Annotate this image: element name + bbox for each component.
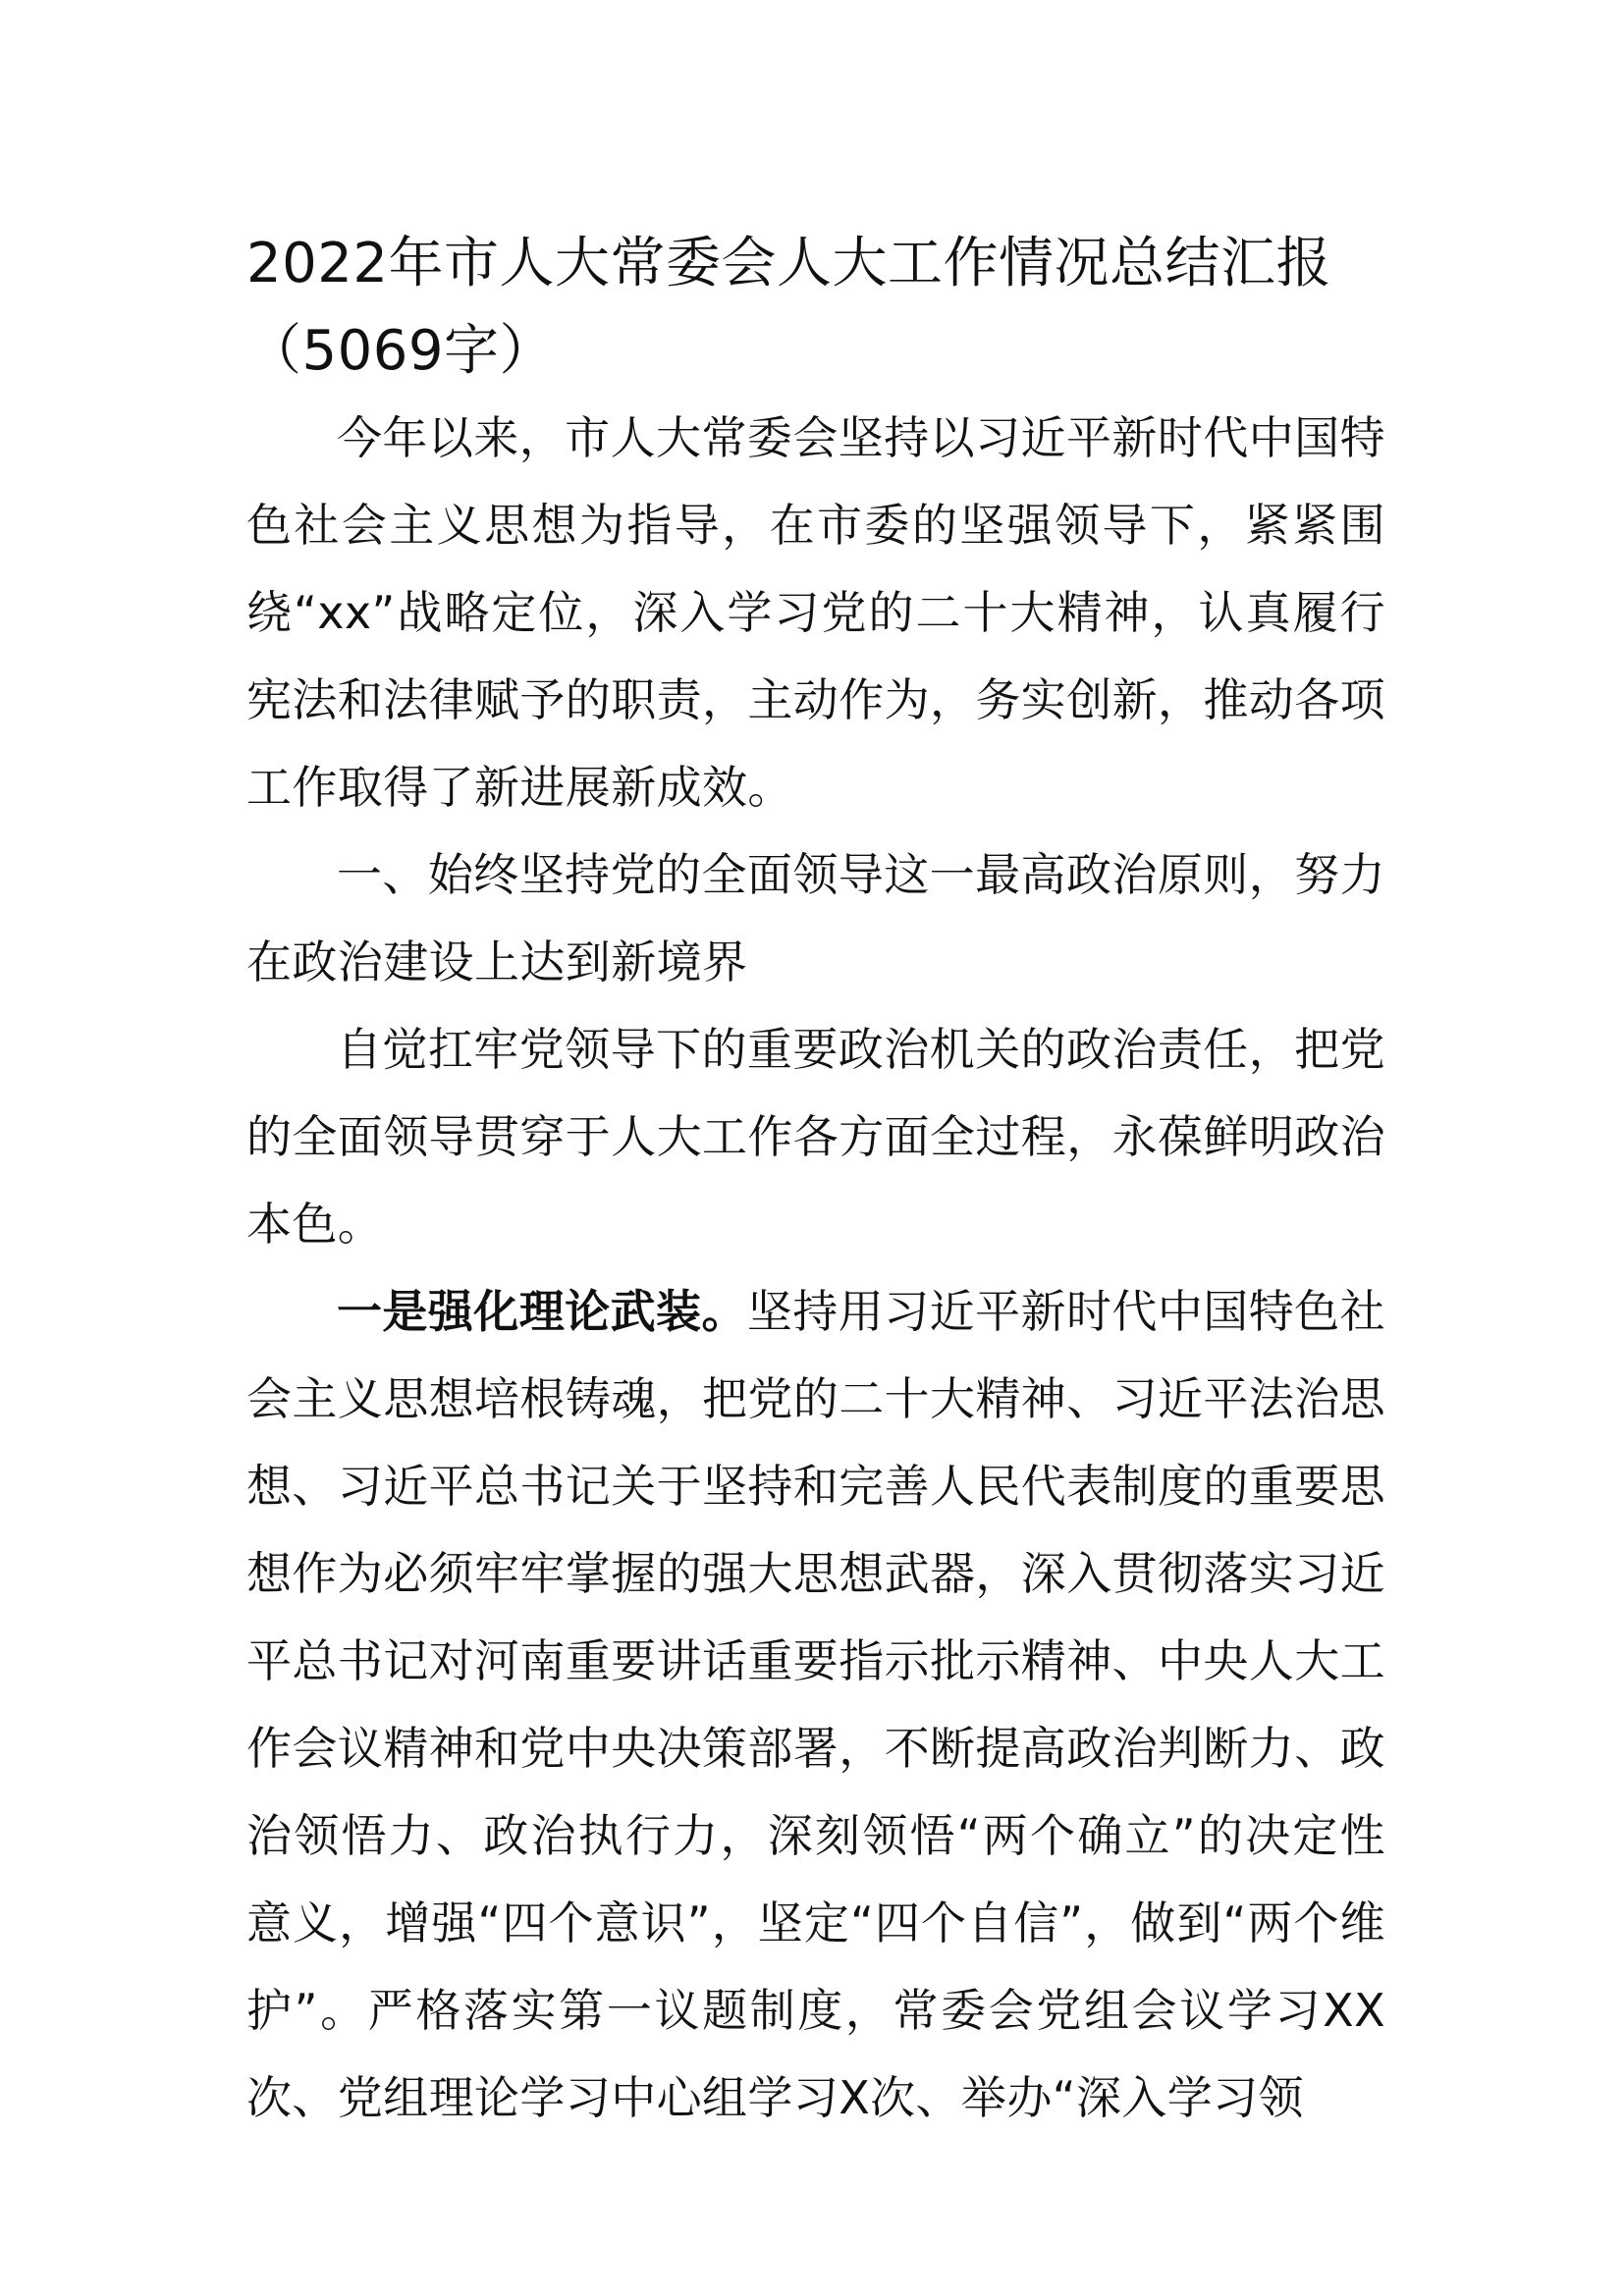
section-paragraph [246,1006,1385,1268]
theory-paragraph [246,1268,1385,2142]
section-heading-text: 一、始终坚持党的全面领导这一最高政治原则，努力在政治建设上达到新境界 [246,848,1385,988]
theory-paragraph-text: 坚持用习近平新时代中国特色社会主义思想培根铸魂，把党的二十大精神、习近平法治思想、习近平总书记关于坚持和完善人民代表制度的重要思想作为必须牢牢掌握的强大思想武器，深入贯彻落实习近平总书记对河南重要讲话重要指示批示精神、中央人大工作会议精神和党中央决策部署，不断提高政治判断力、政治领悟力、政治执行力，深刻领悟“两个确立”的决定性意义，增强“四个意识”，坚定“四个自信”，做到“两个维护”。严格落实第一议题制度，常委会党组会议学习XX次、党组理论学习中心组学习X次、举办“深入学习领 [246,1285,1385,2124]
document-page [246,220,1385,2142]
document-title: 2022年市人大常委会人大工作情况总结汇报（5069字） [246,232,1332,383]
theory-paragraph-lead: 一是强化理论武装。 [337,1285,747,1338]
section-heading [246,831,1385,1006]
intro-paragraph [246,395,1385,831]
section-paragraph-text: 自觉扛牢党领导下的重要政治机关的政治责任，把党的全面领导贯穿于人大工作各方面全过程，永葆鲜明政治本色。 [246,1023,1385,1251]
intro-paragraph-text: 今年以来，市人大常委会坚持以习近平新时代中国特色社会主义思想为指导，在市委的坚强领导下，紧紧围绕“xx”战略定位，深入学习党的二十大精神，认真履行宪法和法律赋予的职责，主动作为，务实创新，推动各项工作取得了新进展新成效。 [246,411,1385,814]
